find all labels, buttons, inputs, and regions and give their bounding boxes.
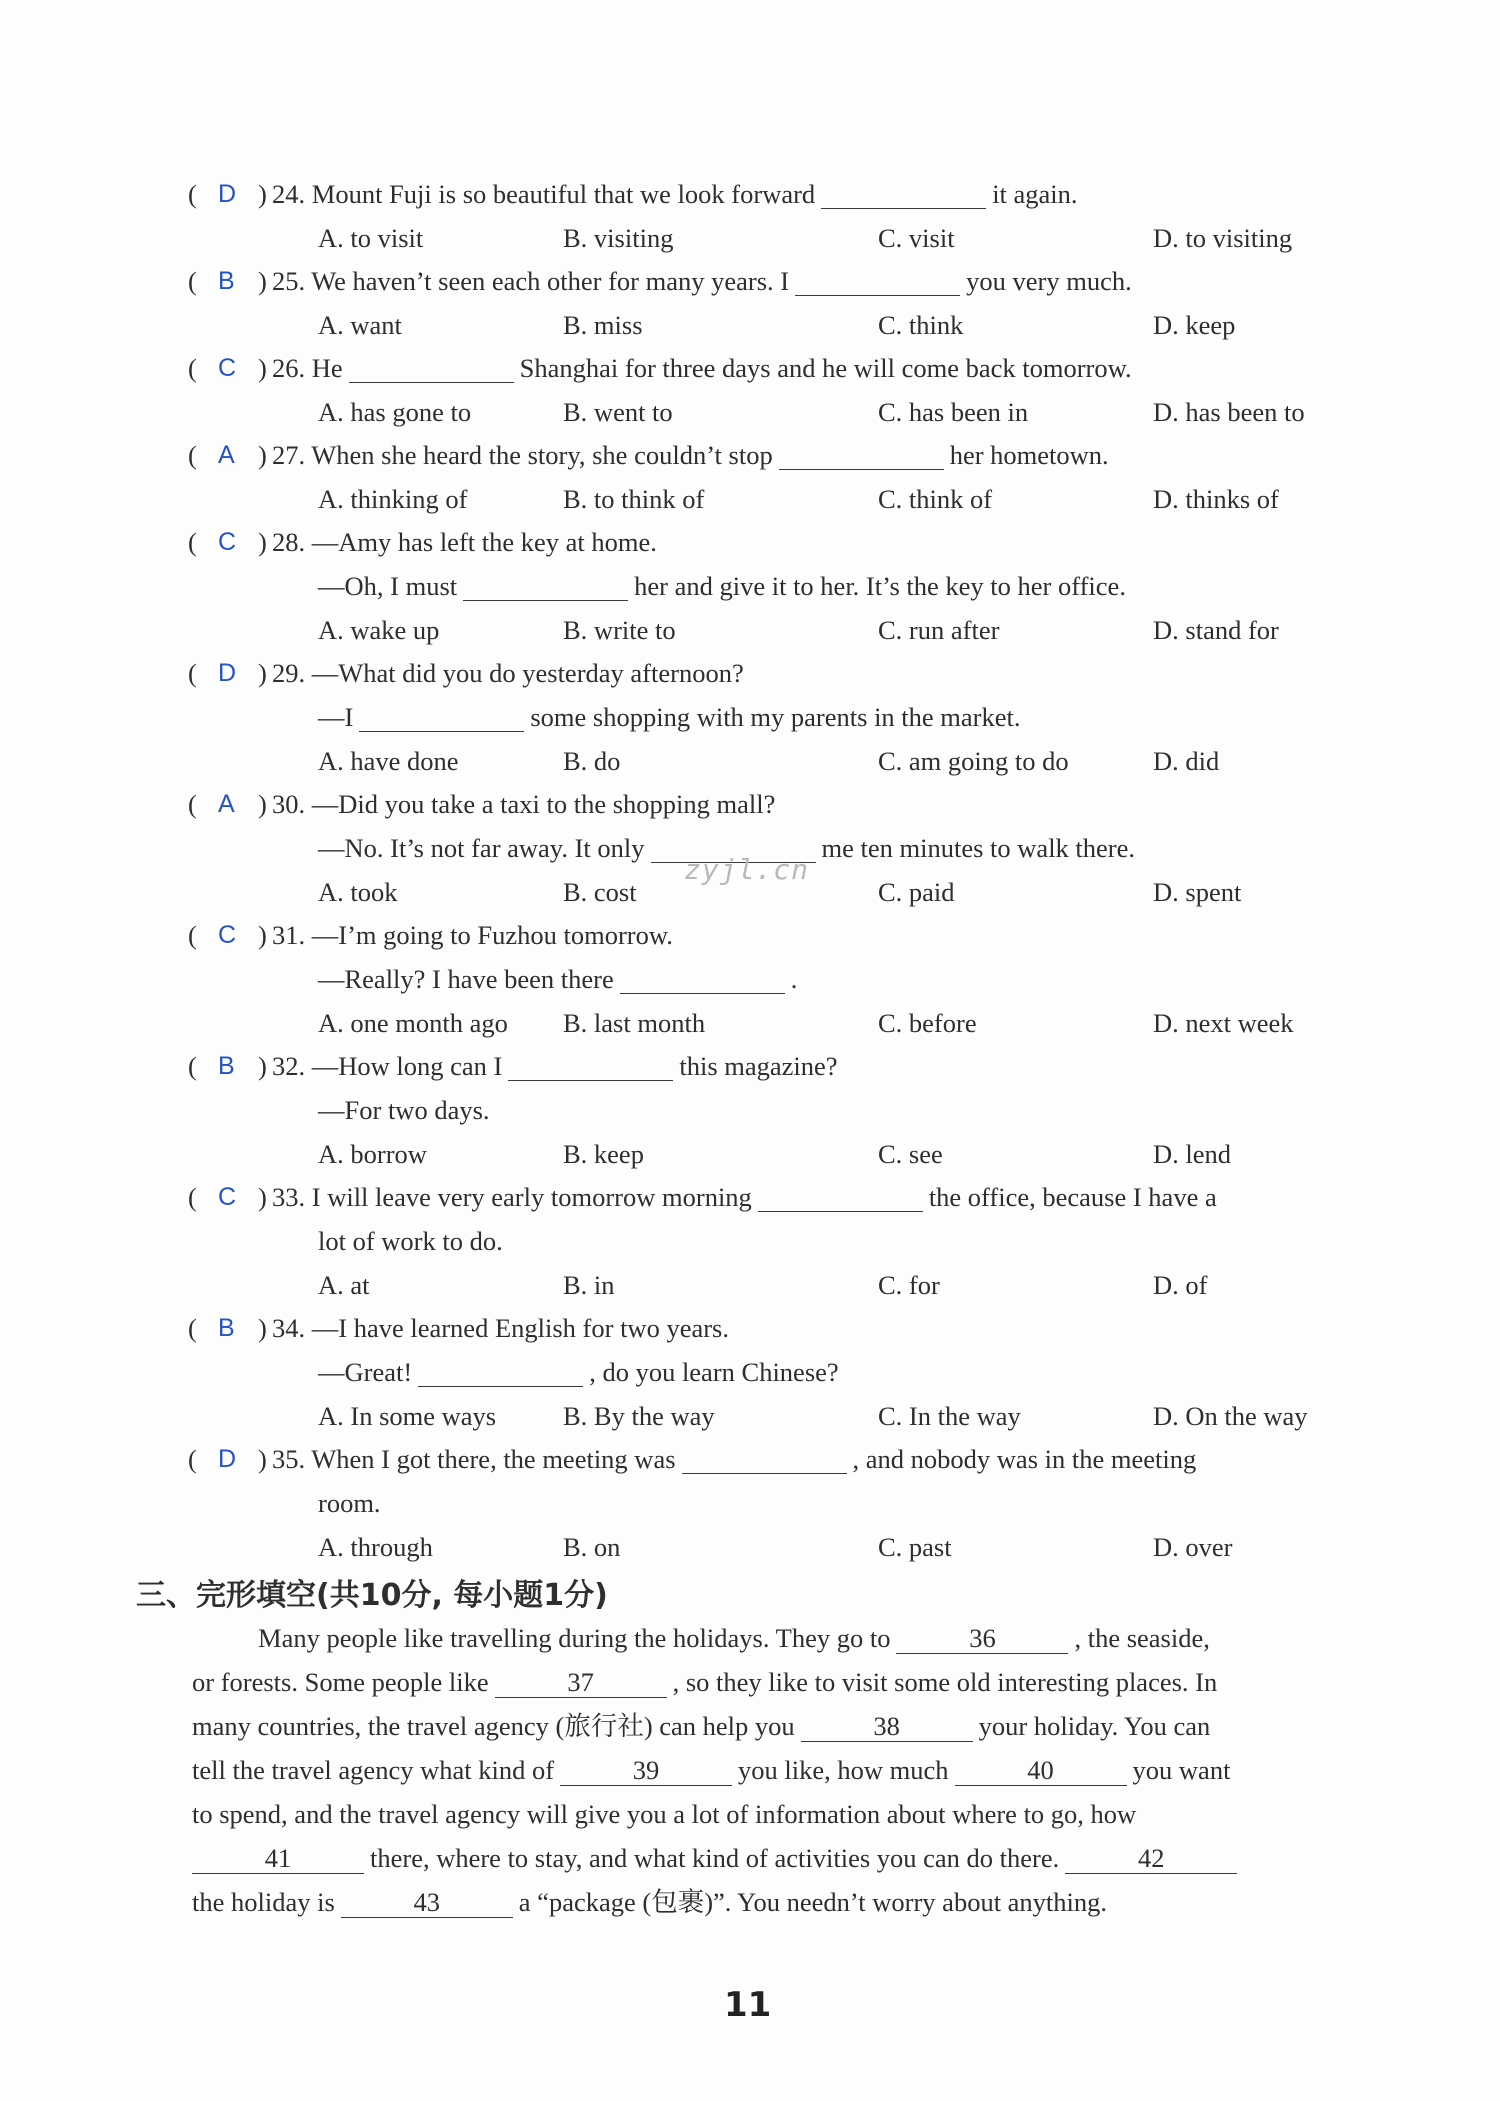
answer-blank bbox=[349, 352, 514, 383]
option-b: B. on bbox=[563, 1532, 621, 1562]
option-d: D. spent bbox=[1153, 877, 1242, 907]
option-c: C. past bbox=[878, 1532, 952, 1562]
question-item bbox=[188, 433, 1368, 521]
question-item bbox=[188, 520, 1368, 652]
option-b: B. keep bbox=[563, 1139, 644, 1169]
question-stem-line: ( B ) 25. We haven’t seen each other for many years. I you very much. bbox=[188, 259, 1368, 303]
option-d: D. keep bbox=[1153, 310, 1236, 340]
answer-letter: C bbox=[218, 1183, 237, 1211]
option-c: C. paid bbox=[878, 877, 955, 907]
option-d: D. to visiting bbox=[1153, 223, 1293, 253]
answer-blank bbox=[418, 1356, 583, 1387]
options-row bbox=[188, 1394, 1368, 1438]
question-stem-line: ( B ) 34. —I have learned English for two years. bbox=[188, 1306, 1368, 1350]
question-stem: 24. Mount Fuji is so beautiful that we look forward it again. bbox=[272, 179, 1078, 209]
option-c: C. think bbox=[878, 310, 964, 340]
option-b: B. cost bbox=[563, 877, 637, 907]
option-a: A. to visit bbox=[318, 223, 424, 253]
continuation-line: —For two days. bbox=[318, 1095, 490, 1125]
option-c: C. has been in bbox=[878, 397, 1029, 427]
passage-line: 41 there, where to stay, and what kind of activities you can do there. 42 bbox=[192, 1836, 1352, 1880]
question-stem: 25. We haven’t seen each other for many years. I you very much. bbox=[272, 266, 1132, 296]
question-stem-line: ( D ) 29. —What did you do yesterday afternoon? bbox=[188, 651, 1368, 695]
options-row bbox=[188, 1263, 1368, 1307]
question-stem: 34. —I have learned English for two years. bbox=[272, 1313, 729, 1343]
question-item bbox=[188, 346, 1368, 434]
blank-37: 37 bbox=[495, 1663, 667, 1698]
passage-line: to spend, and the travel agency will give you a lot of information about where to go, how bbox=[192, 1799, 1137, 1829]
option-d: D. stand for bbox=[1153, 615, 1279, 645]
options-row bbox=[188, 303, 1368, 347]
question-stem: 33. I will leave very early tomorrow morning the office, because I have a bbox=[272, 1182, 1217, 1212]
option-a: A. thinking of bbox=[318, 484, 468, 514]
answer-letter: B bbox=[218, 267, 235, 295]
options-row bbox=[188, 216, 1368, 260]
blank-40: 40 bbox=[955, 1751, 1127, 1786]
option-d: D. has been to bbox=[1153, 397, 1305, 427]
question-stem: 30. —Did you take a taxi to the shopping mall? bbox=[272, 789, 776, 819]
option-a: A. In some ways bbox=[318, 1401, 497, 1431]
option-d: D. of bbox=[1153, 1270, 1208, 1300]
answer-letter: D bbox=[218, 1445, 237, 1473]
question-item bbox=[188, 782, 1368, 914]
dialogue-line: —Great! , do you learn Chinese? bbox=[318, 1357, 839, 1387]
blank-41: 41 bbox=[192, 1839, 364, 1874]
question-stem: 35. When I got there, the meeting was , and nobody was in the meeting bbox=[272, 1444, 1197, 1474]
answer-blank bbox=[620, 963, 785, 994]
option-a: A. one month ago bbox=[318, 1008, 508, 1038]
question-stem-line: ( A ) 27. When she heard the story, she couldn’t stop her hometown. bbox=[188, 433, 1368, 477]
answer-blank bbox=[508, 1050, 673, 1081]
option-b: B. in bbox=[563, 1270, 615, 1300]
question-item bbox=[188, 913, 1368, 1045]
option-d: D. did bbox=[1153, 746, 1220, 776]
options-row bbox=[188, 390, 1368, 434]
blank-43: 43 bbox=[341, 1883, 513, 1918]
option-b: B. By the way bbox=[563, 1401, 715, 1431]
option-b: B. do bbox=[563, 746, 621, 776]
blank-38: 38 bbox=[801, 1707, 973, 1742]
answer-blank bbox=[359, 701, 524, 732]
question-item bbox=[188, 1175, 1368, 1307]
question-stem-line: ( D ) 35. When I got there, the meeting was , and nobody was in the meeting bbox=[188, 1437, 1368, 1481]
question-stem: 28. —Amy has left the key at home. bbox=[272, 527, 657, 557]
answer-blank bbox=[463, 570, 628, 601]
option-a: A. has gone to bbox=[318, 397, 472, 427]
continuation-line: lot of work to do. bbox=[318, 1226, 503, 1256]
option-b: B. last month bbox=[563, 1008, 706, 1038]
answer-letter: B bbox=[218, 1052, 235, 1080]
option-c: C. see bbox=[878, 1139, 943, 1169]
question-stem-line: ( C ) 26. He Shanghai for three days and he will come back tomorrow. bbox=[188, 346, 1368, 390]
option-a: A. borrow bbox=[318, 1139, 427, 1169]
option-a: A. at bbox=[318, 1270, 370, 1300]
answer-letter: C bbox=[218, 528, 237, 556]
question-item bbox=[188, 1306, 1368, 1438]
option-b: B. to think of bbox=[563, 484, 705, 514]
answer-letter: A bbox=[218, 441, 235, 469]
option-c: C. for bbox=[878, 1270, 940, 1300]
option-d: D. On the way bbox=[1153, 1401, 1308, 1431]
dialogue-line: —Oh, I must her and give it to her. It’s the key to her office. bbox=[318, 571, 1126, 601]
answer-blank bbox=[779, 439, 944, 470]
watermark: zyjl.cn bbox=[684, 853, 810, 886]
option-c: C. In the way bbox=[878, 1401, 1021, 1431]
option-a: A. took bbox=[318, 877, 398, 907]
continuation-line: room. bbox=[318, 1488, 381, 1518]
question-stem-line: ( C ) 33. I will leave very early tomorrow morning the office, because I have a bbox=[188, 1175, 1368, 1219]
question-stem: 27. When she heard the story, she couldn’t stop her hometown. bbox=[272, 440, 1109, 470]
answer-letter: D bbox=[218, 180, 237, 208]
option-d: D. thinks of bbox=[1153, 484, 1279, 514]
answer-letter: D bbox=[218, 659, 237, 687]
question-stem-line: ( A ) 30. —Did you take a taxi to the shopping mall? bbox=[188, 782, 1368, 826]
blank-39: 39 bbox=[560, 1751, 732, 1786]
options-row bbox=[188, 739, 1368, 783]
question-item bbox=[188, 172, 1368, 260]
passage-line: tell the travel agency what kind of 39 you like, how much 40 you want bbox=[192, 1748, 1352, 1792]
question-stem-line: ( D ) 24. Mount Fuji is so beautiful that we look forward it again. bbox=[188, 172, 1368, 216]
option-c: C. before bbox=[878, 1008, 977, 1038]
option-c: C. am going to do bbox=[878, 746, 1069, 776]
option-b: B. went to bbox=[563, 397, 673, 427]
option-a: A. want bbox=[318, 310, 402, 340]
passage-line: Many people like travelling during the holidays. They go to 36 , the seaside, bbox=[192, 1616, 1352, 1660]
answer-blank bbox=[795, 265, 960, 296]
option-b: B. write to bbox=[563, 615, 676, 645]
answer-blank bbox=[682, 1443, 847, 1474]
options-row bbox=[188, 1132, 1368, 1176]
answer-blank bbox=[758, 1181, 923, 1212]
cloze-passage bbox=[192, 1616, 1352, 1924]
page-number: 11 bbox=[724, 1985, 772, 2025]
blank-36: 36 bbox=[896, 1619, 1068, 1654]
answer-letter: C bbox=[218, 921, 237, 949]
option-a: A. have done bbox=[318, 746, 459, 776]
option-c: C. visit bbox=[878, 223, 955, 253]
answer-letter: B bbox=[218, 1314, 235, 1342]
answer-blank bbox=[821, 178, 986, 209]
question-stem: 26. He Shanghai for three days and he will come back tomorrow. bbox=[272, 353, 1132, 383]
question-item bbox=[188, 1044, 1368, 1176]
passage-line: many countries, the travel agency (旅行社) can help you 38 your holiday. You can bbox=[192, 1704, 1352, 1748]
question-stem-line: ( B ) 32. —How long can I this magazine? bbox=[188, 1044, 1368, 1088]
options-row bbox=[188, 477, 1368, 521]
question-item bbox=[188, 1437, 1368, 1569]
section-title: 三、完形填空(共10分, 每小题1分) bbox=[136, 1578, 608, 1613]
option-c: C. run after bbox=[878, 615, 1000, 645]
question-stem-line: ( C ) 31. —I’m going to Fuzhou tomorrow. bbox=[188, 913, 1368, 957]
dialogue-line: —Really? I have been there . bbox=[318, 964, 798, 994]
question-stem: 32. —How long can I this magazine? bbox=[272, 1051, 838, 1081]
dialogue-line: —No. It’s not far away. It only me ten minutes to walk there. bbox=[318, 833, 1136, 863]
option-d: D. next week bbox=[1153, 1008, 1294, 1038]
question-item bbox=[188, 651, 1368, 783]
option-c: C. think of bbox=[878, 484, 993, 514]
blank-42: 42 bbox=[1065, 1839, 1237, 1874]
option-a: A. wake up bbox=[318, 615, 440, 645]
answer-letter: C bbox=[218, 354, 237, 382]
option-d: D. lend bbox=[1153, 1139, 1232, 1169]
option-a: A. through bbox=[318, 1532, 433, 1562]
options-row bbox=[188, 1001, 1368, 1045]
question-stem: 29. —What did you do yesterday afternoon? bbox=[272, 658, 744, 688]
option-b: B. miss bbox=[563, 310, 643, 340]
option-b: B. visiting bbox=[563, 223, 674, 253]
answer-letter: A bbox=[218, 790, 235, 818]
passage-line: or forests. Some people like 37 , so they like to visit some old interesting places. In bbox=[192, 1660, 1352, 1704]
options-row bbox=[188, 608, 1368, 652]
question-stem-line: ( C ) 28. —Amy has left the key at home. bbox=[188, 520, 1368, 564]
passage-line: the holiday is 43 a “package (包裹)”. You needn’t worry about anything. bbox=[192, 1880, 1352, 1924]
options-row bbox=[188, 1525, 1368, 1569]
question-stem: 31. —I’m going to Fuzhou tomorrow. bbox=[272, 920, 673, 950]
question-item bbox=[188, 259, 1368, 347]
option-d: D. over bbox=[1153, 1532, 1233, 1562]
dialogue-line: —I some shopping with my parents in the market. bbox=[318, 702, 1021, 732]
